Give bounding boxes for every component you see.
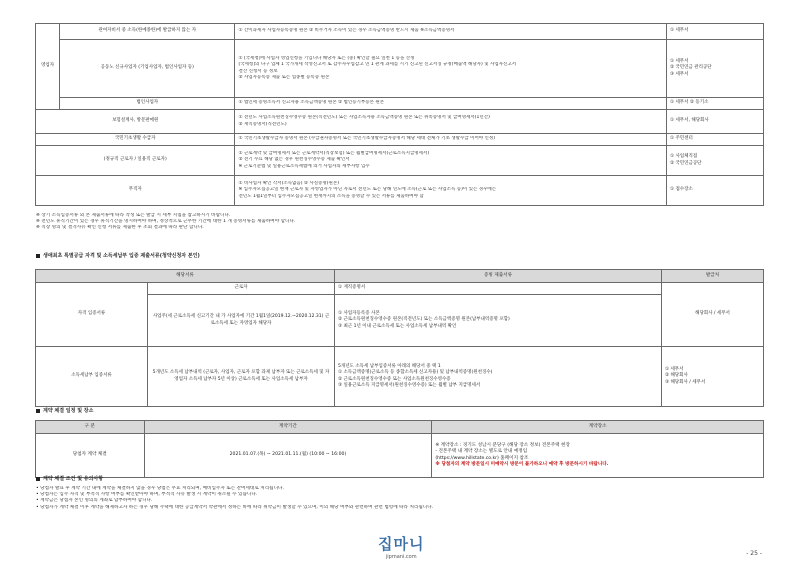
col-header: 구 분 [36,421,145,434]
col-header: 계약기간 [144,421,432,434]
doc-line: 전년도 1월1일부터 입주자모집공고일 현재까지의 소득을 증명할 수 있는 서류를 제출하여야 함 [238,193,424,199]
list-item: • 당첨자는 입주 자격 및 부적격 사항 여부를 확인받아야 하며, 부적격 사유 발생 시 계약이 취소될 수 있습니다. [36,492,258,498]
list-item: • 당첨자가 계약 체결 이후 계약을 해제하고자 하는 경우 당해 주택에 대한 공급계약서 약관에서 정하는 바에 따라 위약금이 발생할 수 있으며, 이의 해당 여부와 관련하여 관련 법령에 따라 처리됩니다. [36,504,434,510]
table-row [36,146,764,176]
name-cell: 관여자비서 중 소득(한예종한)에 발급하지 않는 자 [60,24,235,40]
category-cell: 영업자 [36,24,60,110]
col-header: 증빙 제출서류 [335,270,662,283]
name-cell: (정규직 근로자 / 일용직 근로자) [36,146,235,176]
doc-line: ① 법인세 증빙소득서 신고자용 소득금액증명 원본 ② 법인등기부등본 원본 [238,100,385,106]
doc-line: ② 전기 수료 해당 없는 경우 원천징수영수증 제출 확인서 [238,157,350,163]
income-proof-table [35,23,764,206]
list-item: • 계약금은 당첨자 본인 명의의 계좌로 납부하여야 합니다. [36,498,153,504]
issuer-cell: ① 세무서, 해당회사 [666,110,763,134]
square-bullet-icon [36,254,40,258]
place-cell [432,434,764,478]
table-row [36,98,764,110]
notes-block [36,213,765,232]
name-cell: 법인사업자 [60,98,235,110]
square-bullet-icon [36,477,40,481]
name-cell: 무직자 [36,176,235,206]
issuer-cell: ① 사업체직접 ② 국민연금공단 [666,146,763,176]
row-label: 소득세납부 입증서류 [36,347,148,407]
page-number: - 25 - [746,550,762,557]
doc-line: ① [국세청]에 사업자 영업신청을 기입니다 해당자 또는 (중) 확인할 필요 일천 1 등을 산정 [238,56,415,62]
watermark-logo [378,534,424,561]
type-cell: 당첨자 계약 체결 [36,434,145,478]
doc-line: 결산 신청서 등 정보 [238,68,278,74]
doc-line: ① 간이과세자 사업자등록증명 원본 ② 비주거자 소득이 있는 경우 소득금액증명 반드시 제출 ※소득금액증명서 [238,28,455,34]
issuer-cell: ① 세무서 ② 국민연금 관리공단 ③ 세무서 [666,40,763,98]
issuer-cell: ① 주민센터 [666,134,763,146]
table-row [36,134,764,146]
place-line: - 견본주택 내 계약 장소는 별도로 안내 예정임 [435,449,528,455]
doc-line: ② 재직증명서(직전년도) [238,121,287,127]
issuer-cell: 해당회사 / 세무서 [662,283,764,347]
doc-line: ① 전년도 사업소득원천징수영수증 원본(직전년도) 또는 사업소득자용 소득금액증명 원본 또는 위촉증명서 및 급여명세서(1년간) [238,115,490,121]
first-time-qualification-table [35,269,764,407]
col-header: 해당서류 [36,270,335,283]
doc-line: [국세청]의 다구 업체 1 국가개세 작성신고서 또 감주자우업감고 연 1 관계 과세를 시기 신고된 신고서징 규정(매출액 해당자) 및 사업자신고서 [238,62,517,68]
conditions-list [36,486,765,511]
doc-line: ① 근로계약 및 급여명세서 또는 근로계약서(직장보험) 또는 월별급여명세서(근로소득지급명세서) [238,151,430,157]
doc-line: ※ 입주자모집공고일 현재 근로자 및 자영업자가 아닌 자로서 전년도 또는 당해 연도에 소득(근로 또는 사업소득 등)이 있는 경우에는 [238,187,497,193]
name-cell: 공동노 신규사업자 (기업사업자, 법인사업자 등) [60,40,235,98]
condition-cell: 5개년도 소득세 납부내역 (근로자, 사업자, 근로자 포함 과제 납부자 또는 근로소득세 및 자영업자 소득세 납부자 5년 이상) 근로소득세 또는 사업소득세 납부자 [148,347,335,407]
doc-line: ② 사업자등록증 제출 또는 업종별 등록증 원본 [238,74,330,80]
section-title: 생애최초 특별공급 자격 및 소득세납부 입증 제출서류(청약신청자 본인) [36,253,200,260]
place-warning: ※ 당첨자의 계약 방문일시 미예약시 방문이 불가하오니 예약 후 방문하시기 바랍니다. [435,461,609,467]
doc-line: ※ 근로기준법 및 일용근로소득세법에 의거 사업자의 세부사항 입수 [238,163,370,169]
docs-cell [235,98,667,110]
section-title: 계약 체결 일정 및 장소 [36,408,93,415]
table-row [36,110,764,134]
name-cell: 국민기초생활 수급자 [36,134,235,146]
condition-cell: 근로자 [148,283,335,295]
doc-cell: ① 사업자등록증 사본 ② 근로소득원천징수영수증 원본(직전년도) 또는 소득금액증명 원본(납부내역증명 포함) ③ 최근 1년 이내 근로소득세 또는 사업소득세 납부내역 확인 [335,295,662,347]
docs-cell [235,146,667,176]
logo-url: jipmani.com [385,554,417,561]
logo-mark: 집마니 [378,535,425,553]
section-title: 계약 체결 조건 및 유의사항 [36,476,103,483]
doc-line: ① 국민기초생활수급자 증명서 원본 (수급권자증명서 또는 국민기초생활수급자증명서 해당 세대 전체가 기초 생활수급 이어야 인정) [238,136,496,142]
docs-cell [235,134,667,146]
table-row [36,40,764,98]
row-label: 자격 입증서류 [36,283,148,347]
issuer-cell: ① 세무서 ② 등기소 [666,98,763,110]
list-item: • 당첨자 발표 후 계약 기간 내에 계약을 체결하지 않을 경우 당첨은 무효 처리되며, 예비입주자 또는 잔여세대로 처리됩니다. [36,486,284,491]
doc-cell: 5개년도 소득세 납부입증서류 아래의 해당서 중 택 1 ① 소득금액증명(근로소득 등 종합소득세 신고자용) 및 납부내역증명(원천징수) ② 근로소득원천징수영수증 또는 사업소득원천징수영수증 ③ 일용근로소득 지급명세서(원천징수영수증) 또는 월별 납부 지급명세서 [335,347,662,407]
period-cell: 2021.01.07.(목) ~ 2021.01.11.(월) (10:00 ~ 16:00) [144,434,432,478]
issuer-cell: ① 세무서 [666,24,763,40]
docs-cell [235,24,667,40]
table-row [36,176,764,206]
note-line: ※ 상기 소득입증서류 외 본 제출서류에 따라 작성 또는 발급 시 세부 지침을 참고하시기 바랍니다. [36,213,231,218]
doc-cell: ① 재직증명서 [335,283,662,295]
table-row [36,24,764,40]
place-line: (https://www.hillstate.co.kr) 홈페이지 참조 [435,455,529,461]
docs-cell [235,176,667,206]
note-line: ※ 직장 명의 및 결격사유 확인 신청 서류를 제출한 후 조회 결과에 따라 판단 합니다. [36,225,204,231]
condition-cell: 사업주(세 근로소득세 신고기간 내 가 사업자에 기간 1월1일(2019.12.~2020.12.31) 근로소득세 또는 자영업자 해당자 [148,295,335,347]
place-line: ※ 계약장소 : 경기도 성남시 분당구 (해당 장소 정보) 견본주택 현장 [435,443,570,449]
name-cell: 보험설계사, 방문판매원 [36,110,235,134]
note-line: ※ 전년도 휴직기간이 있는 경우 휴직기간을 명시하여야 하며, 정상적으로 근무한 기간에 대한 1 개 증빙서류를 제출하여야 합니다. [36,219,296,225]
square-bullet-icon [36,409,40,413]
issuer-cell: ① 세무서 ② 해당회사 ③ 해당회사 / 세무서 [662,347,764,407]
doc-line: ① 비사업자 확인 각서(소득없음) ② 사실증명(원본) [238,181,339,187]
contract-schedule-table [35,420,764,478]
col-header: 발급처 [662,270,764,283]
col-header: 계약장소 [432,421,764,434]
docs-cell [235,40,667,98]
docs-cell [235,110,667,134]
issuer-cell: ① 접수장소 [666,176,763,206]
